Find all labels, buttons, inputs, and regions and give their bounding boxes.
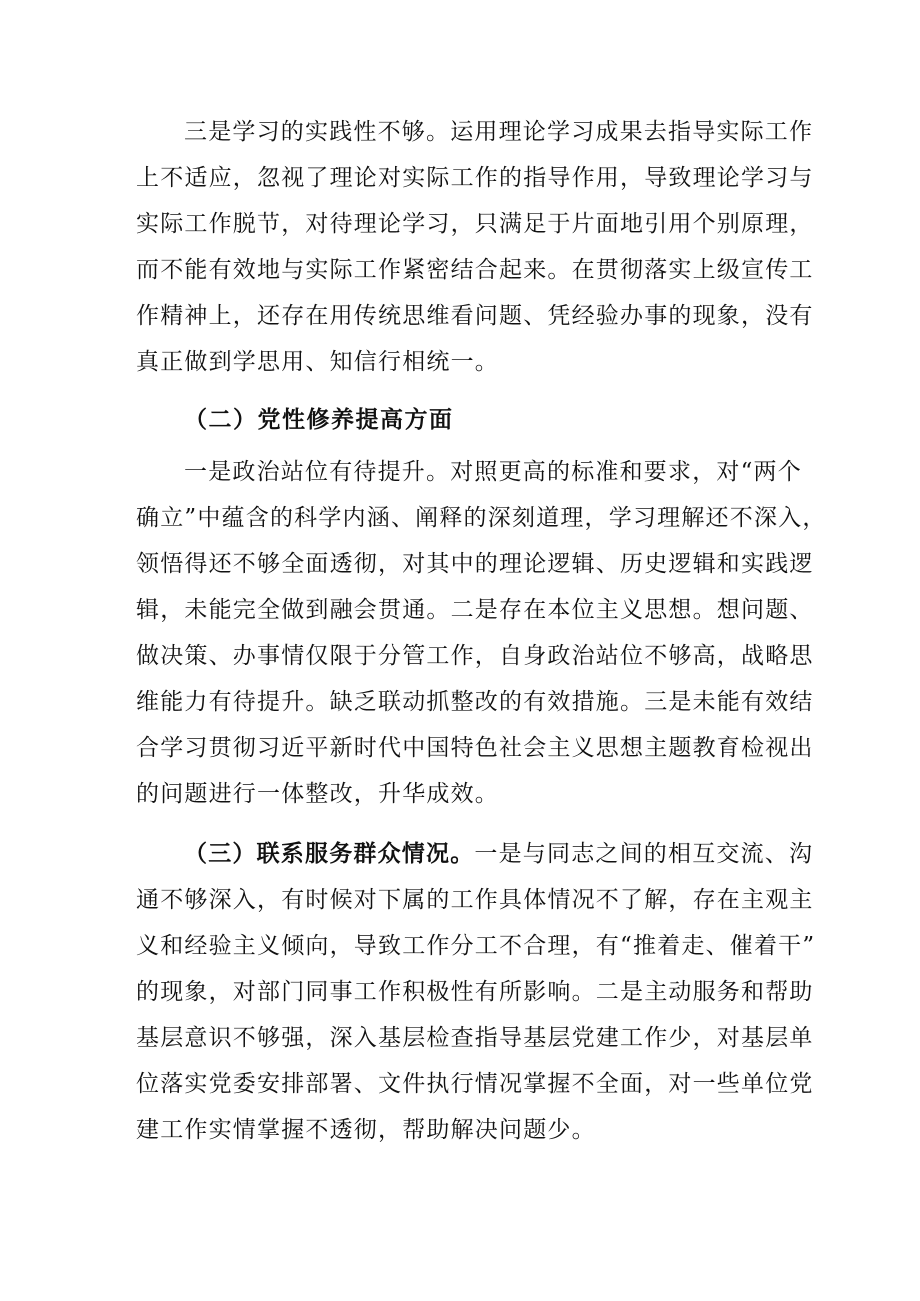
paragraph-line: 辑，未能完全做到融会贯通。二是存在本位主义思想。想问题、 [136,597,814,623]
paragraph-line: 上不适应，忽视了理论对实际工作的指导作用，导致理论学习与 [136,165,814,191]
paragraph-line: 的问题进行一体整改，升华成效。 [136,781,499,807]
section-heading-inline: （三）联系服务群众情况。 [184,840,475,867]
paragraph-line: 维能力有待提升。缺乏联动抓整改的有效措施。三是未能有效结 [136,689,814,715]
paragraph-line: 作精神上，还存在用传统思维看问题、凭经验办事的现象，没有 [136,303,814,329]
paragraph-line: 做决策、办事情仅限于分管工作，自身政治站位不够高，战略思 [136,643,814,669]
paragraph-line: 通不够深入，有时候对下属的工作具体情况不了解，存在主观主 [136,887,814,913]
paragraph-text: 一是与同志之间的相互交流、沟 [474,841,814,867]
paragraph-line: 一是政治站位有待提升。对照更高的标准和要求，对“两个 [184,459,802,485]
paragraph-line: 领悟得还不够全面透彻，对其中的理论逻辑、历史逻辑和实践逻 [136,551,814,577]
paragraph-line: 基层意识不够强，深入基层检查指导基层党建工作少，对基层单 [136,1025,814,1051]
paragraph-line: 实际工作脱节，对待理论学习，只满足于片面地引用个别原理， [136,211,814,237]
paragraph-line: 确立”中蕴含的科学内涵、阐释的深刻道理，学习理解还不深入， [136,505,827,531]
paragraph-first-line [184,834,814,874]
paragraph-line: 建工作实情掌握不透彻，帮助解决问题少。 [136,1117,596,1143]
section-heading: （二）党性修养提高方面 [184,406,454,433]
paragraph-line: 而不能有效地与实际工作紧密结合起来。在贯彻落实上级宣传工 [136,257,814,283]
paragraph-line: 真正做到学思用、知信行相统一。 [136,349,499,375]
paragraph-line: 位落实党委安排部署、文件执行情况掌握不全面，对一些单位党 [136,1071,814,1097]
paragraph-line: 合学习贯彻习近平新时代中国特色社会主义思想主题教育检视出 [136,735,814,761]
paragraph-line: 义和经验主义倾向，导致工作分工不合理，有“推着走、催着干” [136,933,816,959]
paragraph-line: 三是学习的实践性不够。运用理论学习成果去指导实际工作 [184,119,814,145]
paragraph-line: 的现象，对部门同事工作积极性有所影响。二是主动服务和帮助 [136,979,814,1005]
